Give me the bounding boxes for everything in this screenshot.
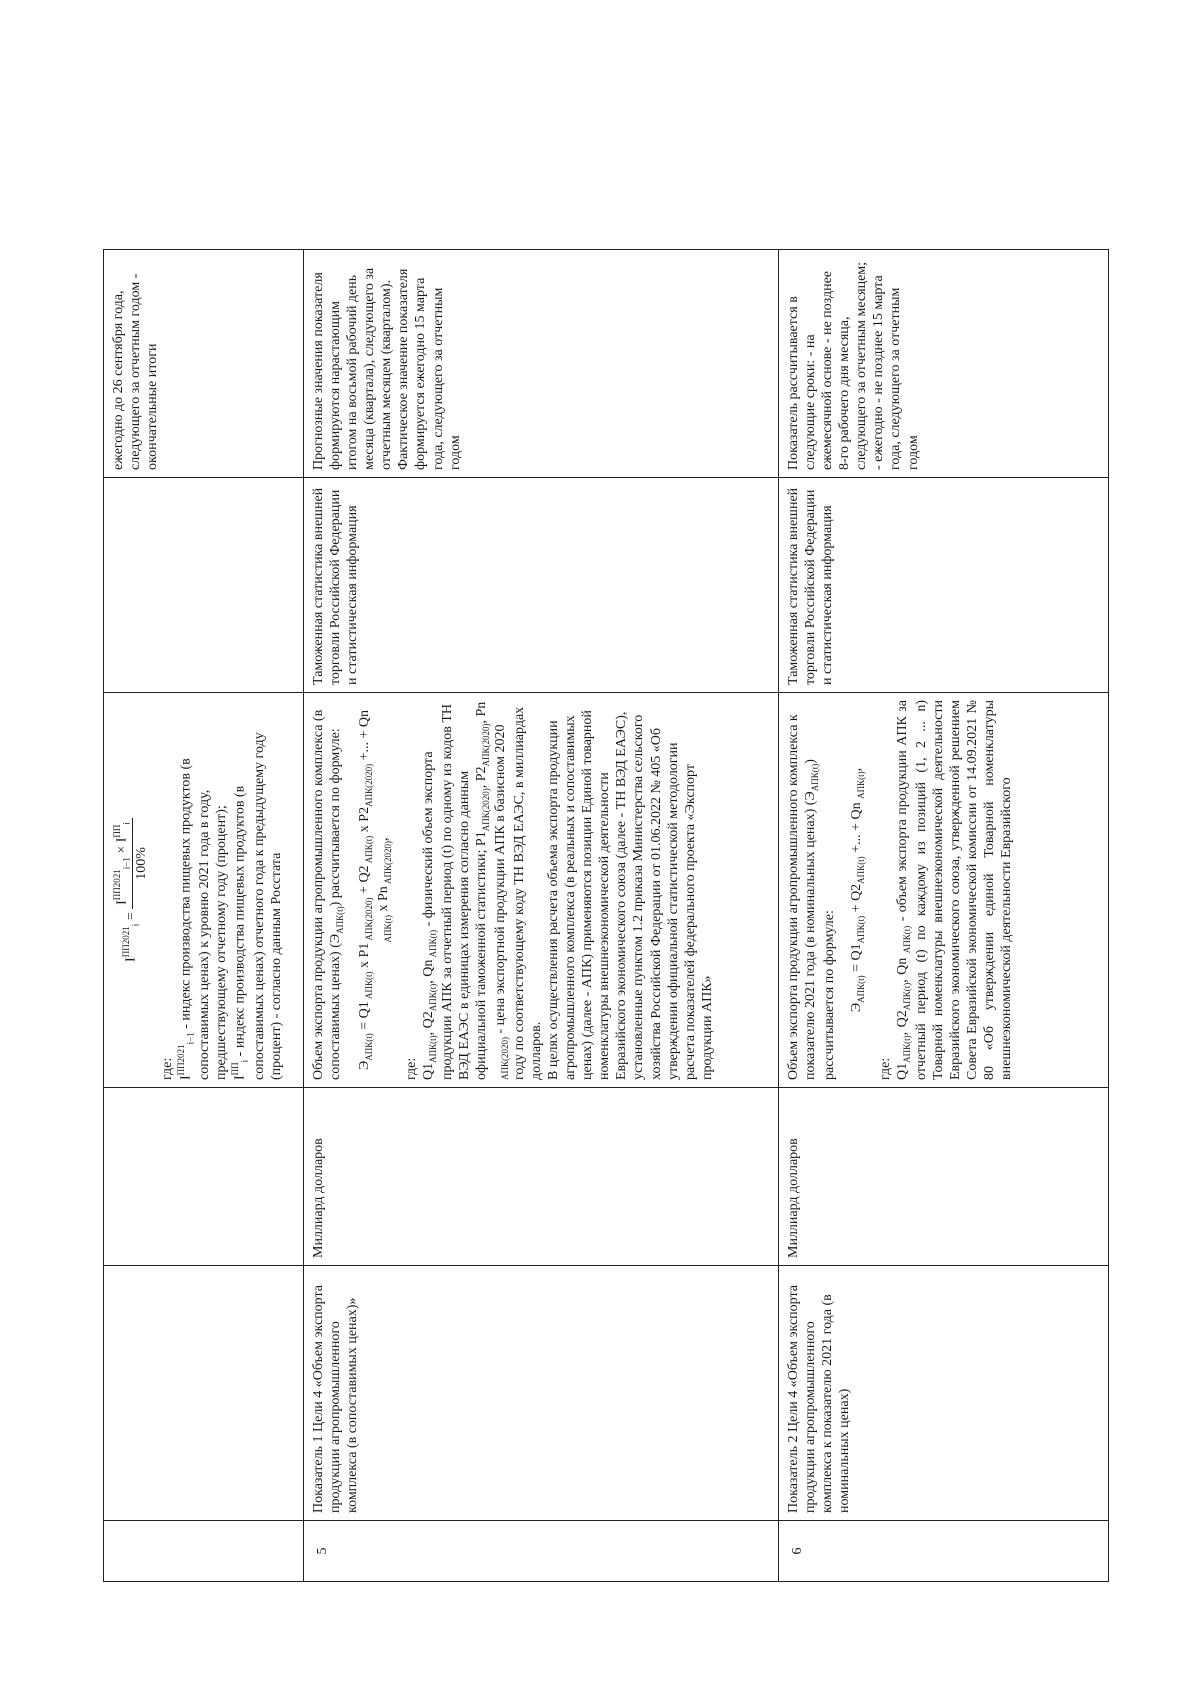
row-number-cell <box>104 1521 304 1582</box>
empty-margin-cell <box>779 0 1109 250</box>
method-body: $Q1_{АПК(t)}$, $Q2_{АПК(t)}$, Qn $_{АПК(t)}$ - физический объем экспорта продукции АПК за отчетный период (t) по одному из кодов ТН ВЭД ЕАЭС в единицах измерения согласно данным официальной таможенной статистики; $P1_{АПК(2020)}$, $P2_{АПК(2020)}$, Pn $_{АПК(2020)}$ - цена экспортной продукции АПК в базисном 2020 году по соответствующему коду ТН ВЭД ЕАЭС, в миллиардах долларов. <box>421 701 544 1080</box>
export-formula: $Э_{АПК(t)} = Q1_{АПК(t)} + Q2_{АПК(t)}$ +... + Qn $_{АПК(t)}$, <box>848 767 866 1013</box>
term-cell: Прогнозные значения показателя формируются нарастающим итогом на восьмой рабочий день месяца (квартала), следующего за отчетным месяцем (кварталом). Фактическое значение показателя формируется ежегодно 15 марта года, следующего за отчетным годом <box>304 250 779 478</box>
where-label: где: <box>877 1057 893 1080</box>
indicator-name-cell: Показатель 2 Цели 4 «Объем экспорта продукции агропромышленного комплекса к показателю 2021 года (в номинальных ценах) <box>779 1266 1109 1521</box>
source-cell <box>104 478 304 693</box>
row-number-cell: 5 <box>304 1521 779 1582</box>
definition-text: $I^{ПП2021}_{i-1}$ - индекс производства пищевых продуктов (в сопоставимых ценах) к уровню 2021 года в году, предшествующему отчетному году (процент); <box>175 758 230 1080</box>
unit-cell: Миллиард долларов <box>779 1088 1109 1266</box>
rotated-document-page <box>103 82 1108 1582</box>
term-cell: Показатель рассчитывается в следующие сроки: - на ежемесячной основе - не позднее 8-го рабочего дня месяца, следующего за отчетным месяцем; - ежегодно - не позднее 15 марта года, следующего за отчетным годом <box>779 250 1109 478</box>
unit-cell <box>104 1088 304 1266</box>
empty-margin-cell <box>304 0 779 250</box>
method-cell <box>104 693 304 1088</box>
table-row <box>304 0 779 1582</box>
source-cell: Таможенная статистика внешней торговли Российской Федерации и статистическая информация <box>779 478 1109 693</box>
method-cell <box>304 693 779 1088</box>
empty-margin-cell <box>104 0 304 250</box>
method-intro: Объем экспорта продукции агропромышленного комплекса (в сопоставимых ценах) $(Э_{АПК(t)})$ рассчитывается по формуле: <box>311 709 345 1080</box>
table-row <box>779 0 1109 1582</box>
row-number-cell: 6 <box>779 1521 1109 1582</box>
where-label: где: <box>159 1057 175 1080</box>
indicators-table <box>103 0 1109 1582</box>
table-row <box>104 0 304 1582</box>
method-cell <box>779 693 1109 1088</box>
definition-text: $I^{ПП}_i$ - индекс производства пищевых продуктов (в сопоставимых ценах) отчетного года к предыдущему году (процент) - согласно данным Росстата <box>230 732 284 1080</box>
method-body-continued: В целях осуществления расчета объема экспорта продукции агропромышленного комплекса (в реальных и сопоставимых ценах) (далее - АПК) применяются позиции Единой товарной номенклатуры внешнеэкономической деятельности Евразийского экономического союза (далее - ТН ВЭД ЕАЭС), установленные пунктом 1.2 приказа Министерства сельского хозяйства Российской Федерации от 01.06.2022 № 405 «Об утверждении официальной статистической методологии расчета показателей федерального проекта «Экспорт продукции АПК» <box>546 710 715 1080</box>
food-index-formula: $I^{ПП2021}_i$ = $I^{ПП2021}_{i-1} \times I^{ПП}_i$ 100% <box>112 700 151 1080</box>
indicator-name-cell <box>104 1266 304 1521</box>
source-cell: Таможенная статистика внешней торговли Российской Федерации и статистическая информация <box>304 478 779 693</box>
where-label: где: <box>404 1057 420 1080</box>
export-formula: $Э_{АПК(t)} = Q1$ $_{АПК(t)}$ x P1 $_{АПК(2020)}$ + Q2 $_{АПК(t)}$ x $P2_{АПК(2020)}$ +... + Qn $_{АПК(t)}$ x Pn $_{АПК(2020)}$, <box>356 709 393 1071</box>
indicator-name-cell: Показатель 1 Цели 4 «Объем экспорта продукции агропромышленного комплекса (в сопоставимых ценах)» <box>304 1266 779 1521</box>
method-body: $Q1_{АПК(t)}$, $Q2_{АПК(t)}$, Qn $_{АПК(t)}$ - объем экспорта продукции АПК за отчетный период (t) по каждому из позиций (1, 2 ... n) Товарной номенклатуры внешнеэкономической деятельности Евразийского экономического союза, утвержденной решением Совета Евразийской экономической комиссии от 14.09.2021 № 80 «Об утверждении единой Товарной номенклатуры внешнеэкономической деятельности Евразийского <box>894 700 1014 1080</box>
formula-fraction: $I^{ПП2021}_{i-1} \times I^{ПП}_i$ 100% <box>112 818 151 909</box>
term-cell: ежегодно до 26 сентября года, следующего за отчетным годом - окончательные итоги <box>104 250 304 478</box>
unit-cell: Миллиард долларов <box>304 1088 779 1266</box>
method-intro: Объем экспорта продукции агропромышленного комплекса к показателю 2021 года (в номинальных ценах) $(Э_{АПК(t)})$ рассчитывается по формуле: <box>786 714 837 1080</box>
